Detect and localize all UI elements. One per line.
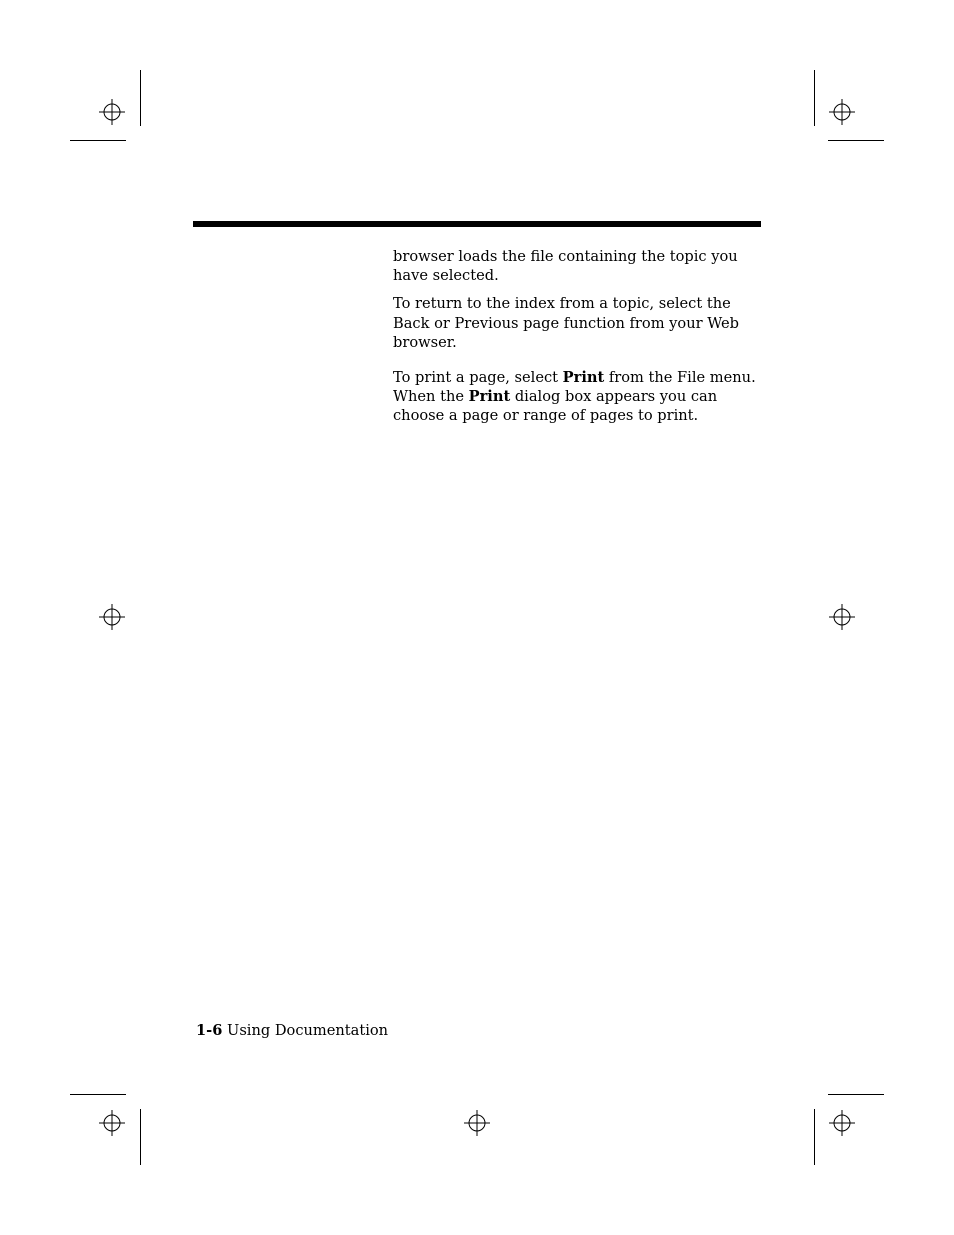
registration-mark-icon — [99, 604, 125, 630]
crop-mark-top-right-vertical — [814, 70, 815, 126]
registration-mark-icon — [464, 1110, 490, 1136]
paragraph-text: To return to the index from a topic, select the Back or Previous page function from your Web browser. — [393, 295, 740, 351]
registration-mark-icon — [99, 1110, 125, 1136]
print-dialog-term: Print — [468, 388, 511, 406]
paragraph-return-to-index — [393, 294, 758, 352]
crop-mark-top-right-horizontal — [828, 140, 884, 141]
section-title: Using Documentation — [227, 1022, 389, 1039]
paragraph-print-page — [393, 368, 758, 426]
header-rule — [193, 221, 761, 227]
crop-mark-top-left-vertical — [140, 70, 141, 126]
paragraph-text: To print a page, select — [393, 369, 563, 387]
paragraph-browser-loads — [393, 247, 758, 285]
paragraph-text: dialog box appears you can choose a page or range of pages to print. — [393, 388, 718, 425]
crop-mark-bottom-right-vertical — [814, 1109, 815, 1165]
registration-mark-icon — [829, 99, 855, 125]
page-footer — [196, 1021, 388, 1040]
registration-mark-icon — [99, 99, 125, 125]
registration-mark-icon — [829, 1110, 855, 1136]
paragraph-text: from the File menu. When the — [393, 369, 756, 406]
crop-mark-top-left-horizontal — [70, 140, 126, 141]
paragraph-text: browser loads the file containing the topic you have selected. — [393, 248, 738, 285]
crop-mark-bottom-left-vertical — [140, 1109, 141, 1165]
body-text-column — [393, 247, 758, 426]
crop-mark-bottom-left-horizontal — [70, 1094, 126, 1095]
registration-mark-icon — [829, 604, 855, 630]
page-number: 1-6 — [196, 1022, 223, 1039]
print-command-term: Print — [562, 369, 605, 387]
crop-mark-bottom-right-horizontal — [828, 1094, 884, 1095]
